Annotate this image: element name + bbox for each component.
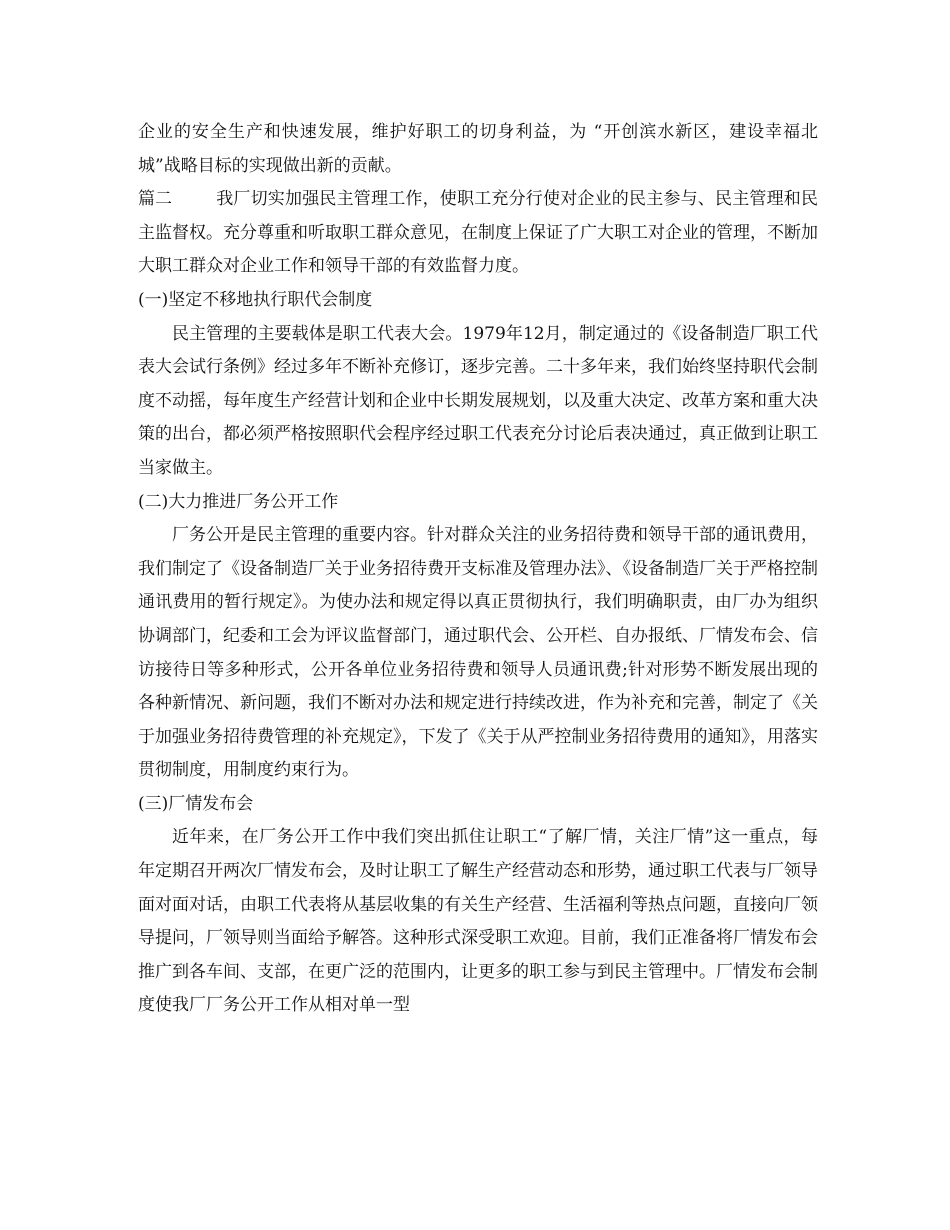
- section-label: 篇二: [138, 189, 172, 210]
- paragraph-openness: 厂务公开是民主管理的重要内容。针对群众关注的业务招待费和领导干部的通讯费用，我们制定了《设备制造厂关于业务招待费开支标准及管理办法》、《设备制造厂关于严格控制通讯费用的暂行规定》。为使办法和规定得以真正贯彻执行，我们明确职责，由厂办为组织协调部门，纪委和工会为评议监督部门，通过职代会、公开栏、自办报纸、厂情发布会、信访接待日等多种形式，公开各单位业务招待费和领导人员通讯费;针对形势不断发展出现的各种新情况、新问题，我们不断对办法和规定进行持续改进，作为补充和完善，制定了《关于加强业务招待费管理的补充规定》，下发了《关于从严控制业务招待费用的通知》，用落实贯彻制度，用制度约束行为。: [138, 525, 818, 781]
- paragraph-briefing: 近年来，在厂务公开工作中我们突出抓住让职工“了解厂情，关注厂情”这一重点，每年定期召开两次厂情发布会，及时让职工了解生产经营动态和形势，通过职工代表与厂领导面对面对话，由职工代表将从基层收集的有关生产经营、生活福利等热点问题，直接向厂领导提问，厂领导则当面给予解答。这种形式深受职工欢迎。目前，我们正准备将厂情发布会推广到各车间、支部，在更广泛的范围内，让更多的职工参与到民主管理中。厂情发布会制度使我厂厂务公开工作从相对单一型: [138, 827, 818, 1016]
- section-paragraph: [138, 183, 818, 284]
- paragraph-continuation: 企业的安全生产和快速发展，维护好职工的切身利益，为 “开创滨水新区，建设幸福北城”战略目标的实现做出新的贡献。: [138, 122, 818, 176]
- paragraph-congress: 民主管理的主要载体是职工代表大会。1979年12月，制定通过的《设备制造厂职工代表大会试行条例》经过多年不断补充修订，逐步完善。二十多年来，我们始终坚持职代会制度不动摇，每年度生产经营计划和企业中长期发展规划，以及重大决定、改革方案和重大决策的出台，都必须严格按照职代会程序经过职工代表充分讨论后表决通过，真正做到让职工当家做主。: [138, 323, 818, 478]
- subheading-1: (一)坚定不移地执行职代会制度: [138, 289, 373, 310]
- subheading-3: (三)厂情发布会: [138, 793, 254, 814]
- document-body: [138, 116, 818, 1023]
- subheading-2: (二)大力推进厂务公开工作: [138, 491, 339, 512]
- section-intro-text: 我厂切实加强民主管理工作，使职工充分行使对企业的民主参与、民主管理和民主监督权。充分尊重和听取职工群众意见，在制度上保证了广大职工对企业的管理，不断加大职工群众对企业工作和领导干部的有效监督力度。: [138, 189, 818, 277]
